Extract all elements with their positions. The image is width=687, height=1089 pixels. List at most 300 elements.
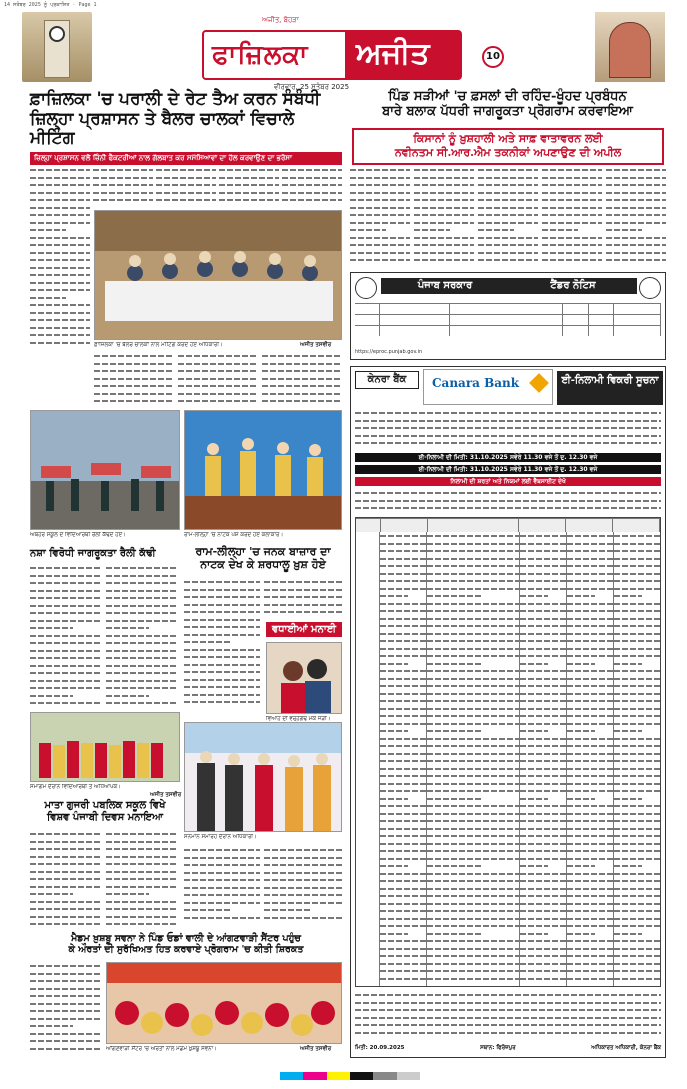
text-line bbox=[567, 607, 613, 615]
text-line bbox=[30, 1045, 102, 1053]
auction-footer-officer: ਅਧਿਕਾਰਤ ਅਧਿਕਾਰੀ, ਕੇਨਰਾ ਬੈਂਕ bbox=[591, 1045, 661, 1051]
text-line bbox=[30, 830, 102, 838]
bank-title-punjabi: ਕੇਨਰਾ ਬੈਂਕ bbox=[355, 371, 419, 389]
text-line bbox=[219, 174, 279, 182]
text-line bbox=[106, 830, 178, 838]
text-line bbox=[567, 690, 613, 698]
text-line bbox=[93, 174, 153, 182]
text-line bbox=[520, 855, 566, 863]
text-line bbox=[106, 868, 178, 876]
text-line bbox=[350, 234, 410, 242]
story4-column-1 bbox=[30, 830, 102, 928]
text-line bbox=[262, 382, 342, 390]
text-line bbox=[520, 682, 566, 690]
text-line bbox=[380, 765, 426, 773]
text-line bbox=[184, 683, 260, 691]
text-line bbox=[30, 1022, 73, 1030]
text-line bbox=[264, 906, 311, 914]
text-line bbox=[350, 219, 410, 227]
text-line bbox=[614, 750, 660, 758]
text-line bbox=[30, 316, 90, 324]
text-line bbox=[380, 712, 426, 720]
story1-headline bbox=[30, 90, 340, 149]
text-line bbox=[427, 967, 519, 975]
page-number: 10 bbox=[482, 46, 504, 68]
text-line bbox=[520, 555, 566, 563]
text-line bbox=[264, 914, 342, 922]
story6-byline: ਅਜੀਤ ਤਸਵੀਰ bbox=[300, 1046, 332, 1052]
text-line bbox=[614, 562, 660, 570]
text-line bbox=[355, 409, 661, 417]
text-line bbox=[520, 585, 566, 593]
text-line bbox=[520, 832, 566, 840]
text-line bbox=[520, 705, 566, 713]
text-line bbox=[264, 854, 342, 862]
auction-date-strip-1: ਈ-ਨਿਲਾਮੀ ਦੀ ਮਿਤੀ: 31.10.2025 ਸਵੇਰੇ 11.30 ਵਜੇ ਤੋਂ ਦੁ. 12.30 ਵਜੇ bbox=[355, 453, 661, 462]
text-line bbox=[30, 913, 102, 921]
text-line bbox=[30, 166, 90, 174]
text-line bbox=[427, 937, 519, 945]
text-line bbox=[94, 382, 174, 390]
text-line bbox=[184, 586, 260, 594]
text-line bbox=[427, 885, 519, 893]
story3-headline: ਰਾਮ-ਲੀਲ੍ਹਾ 'ਚ ਜਨਕ ਬਾਜ਼ਾਰ ਦਾ ਨਾਟਕ ਦੇਖ ਕੇ ਸ਼ਰਧਾਲੂ ਖ਼ੁਸ਼ ਹੋਏ bbox=[195, 545, 331, 571]
text-line bbox=[262, 390, 342, 398]
text-line bbox=[30, 301, 90, 309]
auction-intro bbox=[355, 409, 661, 449]
text-line bbox=[567, 750, 613, 758]
text-line bbox=[567, 817, 613, 825]
text-line bbox=[606, 166, 666, 174]
text-line bbox=[350, 256, 410, 264]
text-line bbox=[282, 196, 342, 204]
text-line bbox=[614, 870, 660, 878]
text-line bbox=[567, 825, 613, 833]
story6-headline bbox=[30, 934, 342, 956]
text-line bbox=[30, 860, 102, 868]
tender-header bbox=[381, 278, 637, 294]
text-line bbox=[427, 660, 482, 668]
story5-column-1 bbox=[184, 846, 260, 928]
masthead-paper-name: ਅਜੀਤ bbox=[356, 36, 430, 71]
text-line bbox=[478, 189, 538, 197]
text-line bbox=[30, 309, 90, 317]
text-line bbox=[380, 825, 426, 833]
auction-title: ਈ-ਨਿਲਾਮੀ ਵਿਕਰੀ ਸੂਚਨਾ bbox=[557, 371, 663, 405]
text-line bbox=[567, 667, 613, 675]
text-line bbox=[380, 907, 426, 915]
text-line bbox=[264, 586, 342, 594]
text-line bbox=[427, 907, 519, 915]
text-line bbox=[567, 787, 613, 795]
text-line bbox=[380, 840, 426, 848]
text-line bbox=[30, 572, 102, 580]
text-line bbox=[93, 196, 153, 204]
text-line bbox=[427, 645, 519, 653]
text-line bbox=[478, 219, 538, 227]
text-line bbox=[614, 840, 660, 848]
text-line bbox=[614, 817, 660, 825]
text-line bbox=[614, 900, 660, 908]
auction-property-table bbox=[355, 517, 661, 987]
text-line bbox=[30, 271, 90, 279]
text-line bbox=[542, 174, 602, 182]
text-line bbox=[380, 682, 426, 690]
text-line bbox=[520, 742, 566, 750]
text-line bbox=[520, 945, 566, 953]
text-line bbox=[567, 562, 613, 570]
text-line bbox=[380, 787, 426, 795]
story7-column-5 bbox=[606, 166, 666, 266]
text-line bbox=[30, 174, 90, 182]
text-line bbox=[520, 667, 566, 675]
text-line bbox=[520, 735, 566, 743]
text-line bbox=[414, 219, 474, 227]
text-line bbox=[606, 181, 666, 189]
text-line bbox=[350, 174, 410, 182]
story5-caption: ਵਿਆਹ ਦੀ ਵਰ੍ਹੇਗੰਢ ਮੌਕੇ ਜੋੜੀ। bbox=[266, 716, 331, 722]
text-line bbox=[264, 869, 342, 877]
text-line bbox=[178, 390, 258, 398]
story1-headline-line2: ਜ਼ਿਲ੍ਹਾ ਪ੍ਰਸ਼ਾਸਨ ਤੇ ਬੈਲਰ ਚਾਲਕਾਂ ਵਿਚਾਲੇ ਮੀਟਿੰਗ bbox=[30, 108, 295, 149]
text-line bbox=[380, 915, 426, 923]
text-line bbox=[427, 607, 519, 615]
text-line bbox=[427, 562, 519, 570]
text-line bbox=[427, 705, 519, 713]
text-line bbox=[520, 757, 566, 765]
text-line bbox=[380, 885, 426, 893]
text-line bbox=[520, 622, 566, 630]
text-line bbox=[282, 181, 342, 189]
text-line bbox=[106, 692, 149, 700]
text-line bbox=[30, 587, 102, 595]
text-line bbox=[427, 652, 519, 660]
text-line bbox=[178, 352, 258, 360]
text-line bbox=[30, 602, 102, 610]
text-line bbox=[380, 600, 426, 608]
story1-subhead: ਜ਼ਿਲ੍ਹਾ ਪ੍ਰਸ਼ਾਸਨ ਵਲੋਂ ਜ਼ਿੰਨੀ ਫੈਕਟਰੀਆਂ ਨਾਲ ਗੱਲਬਾਤ ਕਰ ਸਮੱਸਿਆਵਾਂ ਦਾ ਹੱਲ ਕਰਵਾਉਣ ਦਾ ਭਰੋਸਾ bbox=[30, 152, 342, 165]
text-line bbox=[542, 234, 602, 242]
text-line bbox=[264, 899, 342, 907]
text-line bbox=[30, 594, 102, 602]
text-line bbox=[567, 585, 613, 593]
text-line bbox=[614, 645, 660, 653]
text-line bbox=[567, 847, 613, 855]
text-line bbox=[427, 720, 519, 728]
text-line bbox=[106, 647, 178, 655]
text-line bbox=[606, 249, 666, 257]
text-line bbox=[520, 570, 566, 578]
text-line bbox=[478, 166, 538, 174]
text-line bbox=[355, 1014, 661, 1022]
text-line bbox=[282, 174, 342, 182]
text-line bbox=[614, 855, 660, 863]
text-line bbox=[350, 204, 410, 212]
text-line bbox=[606, 211, 666, 219]
text-line bbox=[567, 577, 613, 585]
department-seal-icon bbox=[639, 277, 661, 299]
text-line bbox=[414, 189, 474, 197]
text-line bbox=[30, 339, 90, 347]
text-line bbox=[380, 877, 426, 885]
felicitation-photo bbox=[184, 722, 342, 832]
text-line bbox=[93, 181, 153, 189]
text-line bbox=[184, 846, 260, 854]
text-line bbox=[478, 211, 538, 219]
text-line bbox=[520, 975, 566, 983]
tender-footer-link[interactable]: https://eproc.punjab.gov.in bbox=[355, 349, 423, 355]
text-line bbox=[614, 945, 660, 953]
text-line bbox=[380, 975, 426, 983]
text-line bbox=[520, 847, 566, 855]
text-line bbox=[478, 226, 514, 234]
story4-byline: ਅਜੀਤ ਤਸਵੀਰ bbox=[150, 792, 182, 798]
text-line bbox=[614, 862, 642, 870]
text-line bbox=[184, 668, 260, 676]
text-line bbox=[350, 181, 410, 189]
text-line bbox=[106, 669, 178, 677]
text-line bbox=[520, 660, 548, 668]
text-line bbox=[542, 219, 602, 227]
text-line bbox=[30, 845, 102, 853]
text-line bbox=[184, 884, 260, 892]
text-line bbox=[542, 204, 602, 212]
text-line bbox=[567, 892, 613, 900]
text-line bbox=[520, 877, 566, 885]
text-line bbox=[30, 181, 90, 189]
text-line bbox=[567, 540, 613, 548]
story4-column-2 bbox=[106, 830, 178, 928]
text-line bbox=[355, 497, 661, 505]
text-line bbox=[184, 623, 260, 631]
text-line bbox=[414, 166, 474, 174]
text-line bbox=[478, 241, 538, 249]
story7-subhead-line1: ਕਿਸਾਨਾਂ ਨੂੰ ਖ਼ੁਸ਼ਹਾਲੀ ਅਤੇ ਸਾਫ਼ ਵਾਤਾਵਰਨ ਲਈ bbox=[413, 132, 603, 145]
text-line bbox=[520, 675, 566, 683]
text-line bbox=[567, 907, 613, 915]
text-line bbox=[427, 825, 519, 833]
text-line bbox=[606, 219, 666, 227]
text-line bbox=[156, 189, 216, 197]
text-line bbox=[567, 637, 613, 645]
text-line bbox=[520, 952, 566, 960]
text-line bbox=[94, 390, 174, 398]
text-line bbox=[350, 226, 386, 234]
text-line bbox=[567, 555, 613, 563]
text-line bbox=[427, 570, 519, 578]
text-line bbox=[520, 615, 566, 623]
text-line bbox=[355, 1029, 661, 1037]
text-line bbox=[520, 630, 566, 638]
canara-auction-ad bbox=[350, 366, 666, 1058]
text-line bbox=[264, 884, 342, 892]
text-line bbox=[427, 960, 519, 968]
text-line bbox=[520, 645, 566, 653]
text-line bbox=[184, 593, 260, 601]
text-line bbox=[219, 166, 279, 174]
text-line bbox=[30, 962, 102, 970]
text-line bbox=[520, 922, 566, 930]
text-line bbox=[30, 324, 90, 332]
rally-photo bbox=[30, 410, 180, 530]
tender-notice-ad bbox=[350, 272, 666, 360]
text-line bbox=[380, 630, 426, 638]
text-line bbox=[567, 802, 613, 810]
text-line bbox=[614, 727, 642, 735]
text-line bbox=[262, 367, 342, 375]
text-line bbox=[264, 578, 342, 586]
story5-column-2 bbox=[264, 846, 342, 928]
text-line bbox=[184, 854, 260, 862]
text-line bbox=[614, 915, 660, 923]
text-line bbox=[30, 883, 102, 891]
text-line bbox=[350, 196, 410, 204]
text-line bbox=[614, 607, 660, 615]
story1-caption: ਫ਼ਾਜ਼ਿਲਕਾ 'ਚ ਬੈਲਰ ਚਾਲਕਾਂ ਨਾਲ ਮੀਟਿੰਗ ਕਰਦੇ ਹੋਏ ਅਧਿਕਾਰੀ। bbox=[94, 342, 223, 348]
text-line bbox=[614, 630, 660, 638]
text-line bbox=[94, 397, 174, 405]
text-line bbox=[614, 660, 642, 668]
story7-subhead-line2: ਨਵੀਨਤਮ ਸੀ.ਆਰ.ਐਮ ਤਕਨੀਕਾਂ ਅਪਣਾਉਣ ਦੀ ਅਪੀਲ bbox=[394, 146, 622, 160]
text-line bbox=[414, 226, 450, 234]
text-line bbox=[93, 189, 153, 197]
text-line bbox=[614, 712, 660, 720]
text-line bbox=[567, 615, 613, 623]
text-line bbox=[427, 802, 519, 810]
text-line bbox=[350, 249, 410, 257]
story3-caption: ਰਾਮ-ਲੀਲ੍ਹਾ 'ਚ ਨਾਟਕ ਪੇਸ਼ ਕਰਦੇ ਹੋਏ ਕਲਾਕਾਰ। bbox=[184, 532, 284, 538]
text-line bbox=[355, 424, 661, 432]
text-line bbox=[30, 331, 90, 339]
text-line bbox=[380, 832, 426, 840]
issue-date: ਵੀਰਵਾਰ, 25 ਸਤੰਬਰ 2025 bbox=[274, 83, 350, 91]
text-line bbox=[184, 616, 260, 624]
text-line bbox=[567, 937, 613, 945]
text-line bbox=[427, 622, 519, 630]
clock-tower-image bbox=[22, 12, 92, 82]
text-line bbox=[614, 975, 660, 983]
text-line bbox=[30, 1007, 102, 1015]
text-line bbox=[567, 547, 613, 555]
text-line bbox=[264, 891, 342, 899]
text-line bbox=[427, 637, 519, 645]
text-line bbox=[427, 727, 482, 735]
text-line bbox=[355, 999, 661, 1007]
text-line bbox=[380, 742, 426, 750]
story1-column-7 bbox=[178, 352, 258, 407]
text-line bbox=[380, 615, 426, 623]
text-line bbox=[567, 742, 613, 750]
text-line bbox=[614, 787, 660, 795]
text-line bbox=[427, 577, 519, 585]
story1-column-4 bbox=[219, 166, 279, 206]
text-line bbox=[30, 890, 73, 898]
auction-footer-date: ਮਿਤੀ: 20.09.2025 bbox=[355, 1045, 405, 1051]
text-line bbox=[520, 652, 566, 660]
meeting-photo bbox=[94, 210, 342, 340]
text-line bbox=[614, 705, 660, 713]
text-line bbox=[355, 504, 661, 512]
text-line bbox=[614, 577, 660, 585]
text-line bbox=[614, 802, 660, 810]
text-line bbox=[184, 661, 260, 669]
text-line bbox=[380, 870, 426, 878]
text-line bbox=[30, 838, 102, 846]
text-line bbox=[427, 540, 519, 548]
text-line bbox=[106, 853, 178, 861]
text-line bbox=[427, 832, 519, 840]
text-line bbox=[30, 692, 73, 700]
story7-column-3 bbox=[478, 166, 538, 266]
text-line bbox=[355, 432, 661, 440]
text-line bbox=[427, 667, 519, 675]
text-line bbox=[478, 181, 538, 189]
text-line bbox=[614, 930, 642, 938]
text-line bbox=[219, 181, 279, 189]
text-line bbox=[427, 675, 519, 683]
text-line bbox=[106, 898, 178, 906]
text-line bbox=[542, 196, 602, 204]
text-line bbox=[427, 922, 519, 930]
text-line bbox=[520, 592, 548, 600]
text-line bbox=[184, 601, 260, 609]
text-line bbox=[427, 900, 519, 908]
story7-headline-line1: ਪਿੰਡ ਸੜੀਆਂ 'ਚ ਫ਼ਸਲਾਂ ਦੀ ਰਹਿੰਦ-ਖੂੰਹਦ ਪ੍ਰਬੰਧਨ bbox=[388, 89, 627, 104]
text-line bbox=[614, 585, 660, 593]
text-line bbox=[264, 876, 342, 884]
text-line bbox=[567, 810, 613, 818]
text-line bbox=[567, 855, 613, 863]
text-line bbox=[178, 397, 258, 405]
text-line bbox=[427, 915, 519, 923]
story7-subhead bbox=[352, 128, 664, 165]
text-line bbox=[520, 780, 566, 788]
text-line bbox=[380, 697, 426, 705]
text-line bbox=[264, 861, 342, 869]
text-line bbox=[30, 898, 102, 906]
text-line bbox=[520, 727, 548, 735]
text-line bbox=[614, 825, 660, 833]
text-line bbox=[30, 1000, 102, 1008]
text-line bbox=[427, 630, 519, 638]
text-line bbox=[427, 690, 519, 698]
text-line bbox=[427, 682, 519, 690]
story1-byline: ਅਜੀਤ ਤਸਵੀਰ bbox=[300, 342, 332, 348]
text-line bbox=[614, 967, 660, 975]
text-line bbox=[184, 608, 260, 616]
text-line bbox=[567, 600, 613, 608]
text-line bbox=[380, 577, 426, 585]
story2-headline: ਨਸ਼ਾ ਵਿਰੋਧੀ ਜਾਗਰੂਕਤਾ ਰੈਲੀ ਕੱਢੀ bbox=[30, 548, 156, 559]
text-line bbox=[520, 720, 566, 728]
text-line bbox=[567, 967, 613, 975]
text-line bbox=[350, 189, 410, 197]
text-line bbox=[380, 802, 426, 810]
text-line bbox=[520, 637, 566, 645]
text-line bbox=[380, 900, 426, 908]
text-line bbox=[156, 166, 216, 174]
text-line bbox=[520, 697, 566, 705]
text-line bbox=[106, 579, 178, 587]
auction-footer-place: ਸਥਾਨ: ਫਿਰੋਜ਼ਪੁਰ bbox=[480, 1045, 516, 1051]
text-line bbox=[30, 617, 102, 625]
text-line bbox=[264, 846, 342, 854]
text-line bbox=[380, 637, 426, 645]
text-line bbox=[184, 638, 230, 646]
text-line bbox=[30, 189, 90, 197]
text-line bbox=[380, 675, 426, 683]
text-line bbox=[614, 907, 660, 915]
